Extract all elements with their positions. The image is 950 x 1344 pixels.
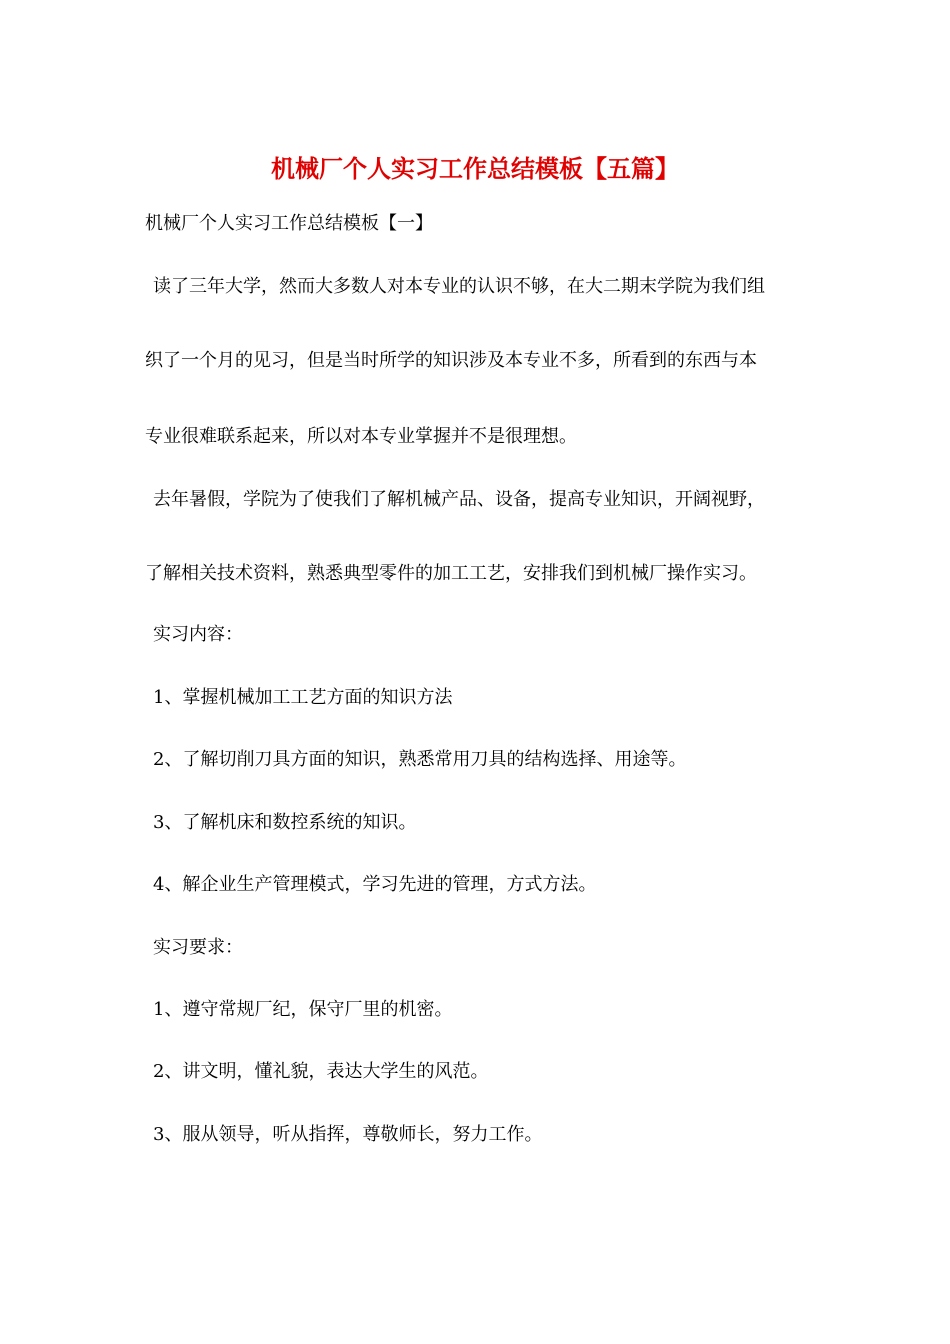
paragraph-1-line-3: 专业很难联系起来，所以对本专业掌握并不是很理想。 [145, 426, 577, 447]
list-item-number: 2、 [153, 1061, 183, 1082]
list-item-text: 掌握机械加工工艺方面的知识方法 [182, 687, 453, 708]
list-item-text: 了解切削刀具方面的知识，熟悉常用刀具的结构选择、用途等。 [182, 749, 687, 770]
list-item-number: 3、 [153, 812, 183, 833]
list-item-number: 1、 [153, 999, 183, 1020]
list-item [153, 1059, 488, 1085]
list-item-text: 了解机床和数控系统的知识。 [182, 812, 417, 833]
requirements-heading: 实习要求： [153, 937, 243, 958]
list-item-text: 讲文明，懂礼貌，表达大学生的风范。 [182, 1061, 489, 1082]
list-item-text: 服从领导，听从指挥，尊敬师长，努力工作。 [182, 1124, 543, 1145]
list-item [153, 747, 686, 773]
document-title: 机械厂个人实习工作总结模板【五篇】 [271, 154, 679, 183]
section-subtitle: 机械厂个人实习工作总结模板【一】 [145, 213, 433, 234]
paragraph-2-line-2: 了解相关技术资料，熟悉典型零件的加工工艺，安排我们到机械厂操作实习。 [145, 563, 757, 584]
list-item-text: 解企业生产管理模式，学习先进的管理，方式方法。 [182, 874, 597, 895]
list-item [153, 1122, 542, 1148]
list-item-number: 4、 [153, 874, 183, 895]
paragraph-1-line-1: 读了三年大学，然而大多数人对本专业的认识不够，在大二期末学院为我们组 [153, 276, 765, 297]
content-heading: 实习内容： [153, 624, 243, 645]
list-item [153, 872, 596, 898]
paragraph-2-line-1: 去年暑假，学院为了使我们了解机械产品、设备，提高专业知识，开阔视野， [153, 489, 765, 510]
list-item [153, 997, 452, 1023]
list-item-number: 2、 [153, 749, 183, 770]
paragraph-1-line-2: 织了一个月的见习，但是当时所学的知识涉及本专业不多，所看到的东西与本 [145, 350, 757, 371]
list-item-number: 1、 [153, 687, 183, 708]
list-item-text: 遵守常规厂纪，保守厂里的机密。 [182, 999, 453, 1020]
list-item [153, 685, 452, 711]
list-item-number: 3、 [153, 1124, 183, 1145]
list-item [153, 810, 416, 836]
